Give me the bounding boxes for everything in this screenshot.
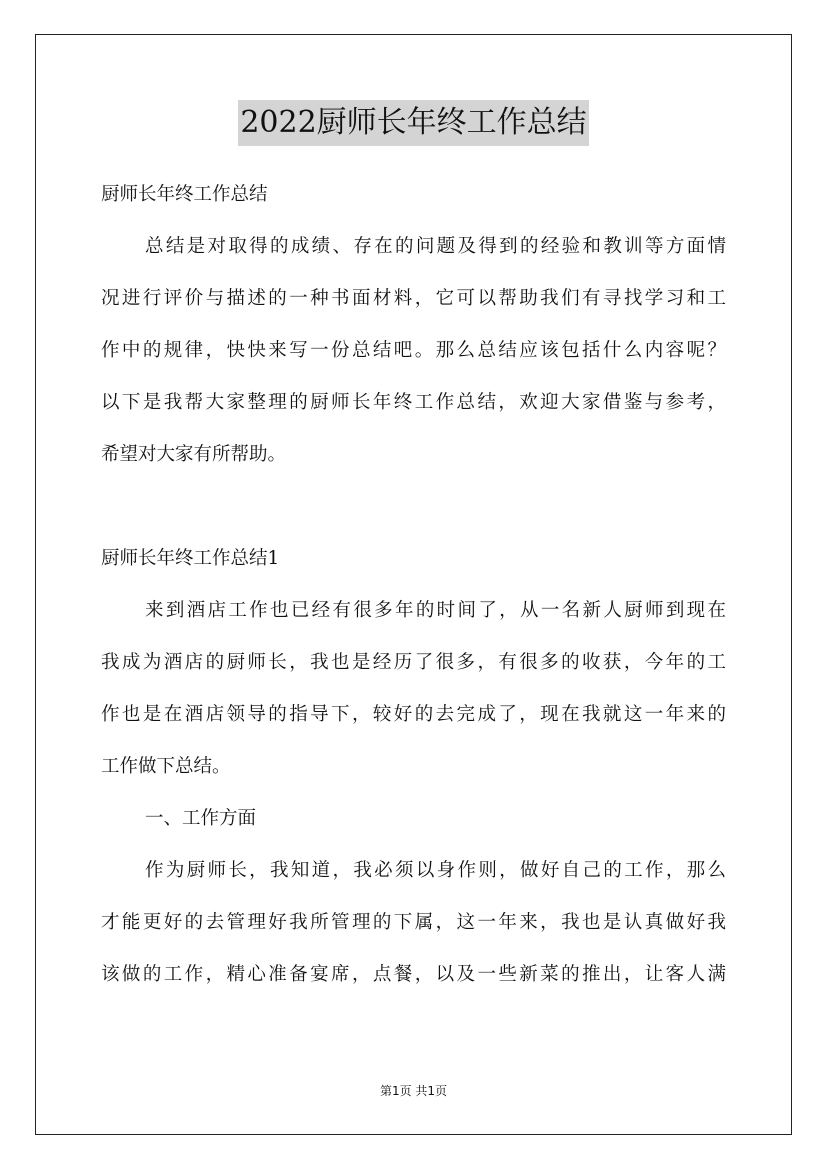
section-heading: 厨师长年终工作总结1 bbox=[101, 548, 280, 569]
intro-line: 希望对大家有所帮助。 bbox=[101, 444, 287, 465]
document-body bbox=[101, 169, 726, 1001]
work-line: 该做的工作，精心准备宴席，点餐，以及一些新菜的推出，让客人满 bbox=[101, 964, 726, 985]
section-line: 我成为酒店的厨师长，我也是经历了很多，有很多的收获，今年的工 bbox=[101, 652, 726, 673]
paragraph-gap bbox=[101, 481, 726, 533]
work-line: 作为厨师长，我知道，我必须以身作则，做好自己的工作，那么 bbox=[145, 860, 726, 881]
subtitle: 厨师长年终工作总结 bbox=[101, 184, 268, 205]
page-number: 第1页 共1页 bbox=[379, 1084, 448, 1098]
page-footer bbox=[0, 1082, 827, 1099]
intro-line: 作中的规律，快快来写一份总结吧。那么总结应该包括什么内容呢？ bbox=[101, 340, 726, 361]
intro-line: 以下是我帮大家整理的厨师长年终工作总结，欢迎大家借鉴与参考， bbox=[101, 392, 726, 413]
subheading-work: 一、工作方面 bbox=[145, 808, 257, 829]
document-title-text: 2022厨师长年终工作总结 bbox=[238, 100, 588, 146]
document-title bbox=[0, 100, 827, 146]
section-line: 来到酒店工作也已经有很多年的时间了，从一名新人厨师到现在 bbox=[145, 600, 726, 621]
intro-line: 况进行评价与描述的一种书面材料，它可以帮助我们有寻找学习和工 bbox=[101, 288, 726, 309]
work-line: 才能更好的去管理好我所管理的下属，这一年来，我也是认真做好我 bbox=[101, 912, 726, 933]
intro-line: 总结是对取得的成绩、存在的问题及得到的经验和教训等方面情 bbox=[145, 236, 726, 257]
section-line: 作也是在酒店领导的指导下，较好的去完成了，现在我就这一年来的 bbox=[101, 704, 726, 725]
section-line: 工作做下总结。 bbox=[101, 756, 231, 777]
